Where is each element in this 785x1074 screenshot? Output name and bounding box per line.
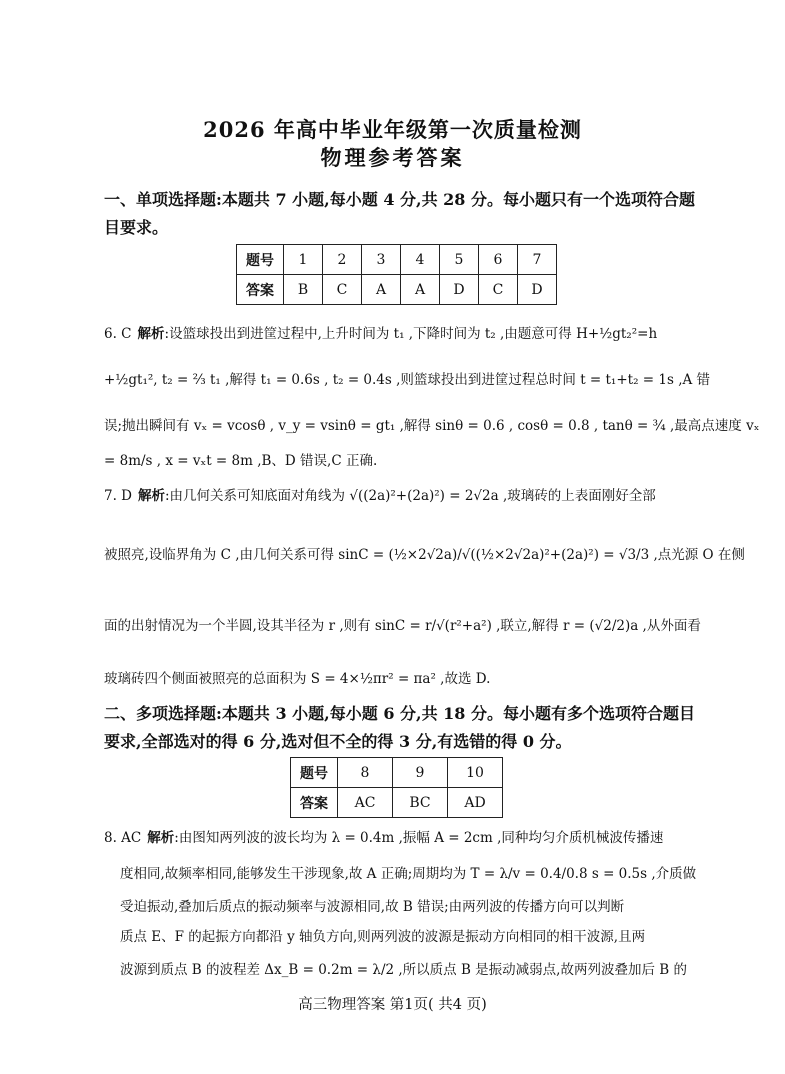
table-row-label: 题号	[291, 758, 338, 788]
q7-line1	[104, 484, 696, 504]
table-cell: C	[323, 275, 362, 305]
table-cell: D	[440, 275, 479, 305]
table-cell: 4	[401, 245, 440, 275]
jiexi-label: 解析	[147, 830, 175, 846]
table-cell: C	[479, 275, 518, 305]
table-cell: BC	[393, 788, 448, 818]
document-subtitle: 物理参考答案	[320, 145, 465, 170]
table-cell: A	[362, 275, 401, 305]
table-cell: 7	[518, 245, 557, 275]
table-cell: 5	[440, 245, 479, 275]
section1-heading: 一、单项选择题:本题共 7 小题,每小题 4 分,共 28 分。每小题只有一个选项符合题目要求。	[104, 190, 696, 237]
table-cell: 6	[479, 245, 518, 275]
q6-label: 6. C	[104, 326, 132, 342]
q8-line5: 波源到质点 B 的波程差 Δx_B = 0.2m = λ/2 ,所以质点 B 是振动减弱点,故两列波叠加后 B 的	[120, 962, 687, 978]
answer-table-single	[236, 244, 557, 305]
q8-label: 8. AC	[104, 830, 142, 846]
q6-line1	[104, 322, 696, 342]
jiexi-label: 解析	[137, 326, 165, 342]
table-cell: D	[518, 275, 557, 305]
table-cell: A	[401, 275, 440, 305]
document-title: 2026 年高中毕业年级第一次质量检测	[203, 117, 582, 142]
q7-line2: 被照亮,设临界角为 C ,由几何关系可得 sinC = (½×2√2a)/√((½×2√2a)²+(2a)²) = √3/3 ,点光源 O 在侧	[104, 547, 745, 563]
q7-text: :由几何关系可知底面对角线为 √((2a)²+(2a)²) = 2√2a ,玻璃砖的上表面刚好全部	[165, 488, 656, 504]
q8-line1	[104, 826, 696, 846]
answer-table-multiple	[290, 757, 503, 818]
q8-line4: 质点 E、F 的起振方向都沿 y 轴负方向,则两列波的波源是振动方向相同的相干波源,且两	[120, 929, 646, 945]
table-row-label: 答案	[291, 788, 338, 818]
table-cell: 8	[338, 758, 393, 788]
q6-text: :设篮球投出到进筐过程中,上升时间为 t₁ ,下降时间为 t₂ ,由题意可得 H+½gt₂²=h	[164, 326, 658, 342]
table-cell: 9	[393, 758, 448, 788]
jiexi-label: 解析	[138, 488, 165, 504]
table-row-label: 答案	[237, 275, 284, 305]
q6-line3: 误;抛出瞬间有 vₓ = vcosθ , v_y = vsinθ = gt₁ ,解得 sinθ = 0.6 , cosθ = 0.8 , tanθ = ¾ ,最高点速度 vₓ	[104, 418, 760, 434]
table-cell: 3	[362, 245, 401, 275]
q7-line3: 面的出射情况为一个半圆,设其半径为 r ,则有 sinC = r/√(r²+a²) ,联立,解得 r = (√2/2)a ,从外面看	[104, 618, 701, 634]
q8-line3: 受迫振动,叠加后质点的振动频率与波源相同,故 B 错误;由两列波的传播方向可以判断	[120, 899, 625, 915]
q6-line2: +½gt₁², t₂ = ⅔ t₁ ,解得 t₁ = 0.6s , t₂ = 0.4s ,则篮球投出到进筐过程总时间 t = t₁+t₂ = 1s ,A 错	[104, 372, 711, 388]
section2-heading: 二、多项选择题:本题共 3 小题,每小题 6 分,共 18 分。每小题有多个选项符合题目要求,全部选对的得 6 分,选对但不全的得 3 分,有选错的得 0 分。	[104, 704, 696, 751]
table-cell: 2	[323, 245, 362, 275]
table-cell: 10	[448, 758, 503, 788]
table-row-label: 题号	[237, 245, 284, 275]
q7-line4: 玻璃砖四个侧面被照亮的总面积为 S = 4×½πr² = πa² ,故选 D.	[104, 671, 491, 687]
q8-text: :由图知两列波的波长均为 λ = 0.4m ,振幅 A = 2cm ,同种均匀介质机械波传播速	[174, 830, 664, 846]
page-footer: 高三物理答案 第1页( 共4 页)	[298, 997, 487, 1013]
table-cell: 1	[284, 245, 323, 275]
q7-label: 7. D	[104, 488, 132, 504]
q6-line4: = 8m/s , x = vₓt = 8m ,B、D 错误,C 正确.	[104, 453, 378, 469]
q8-line2: 度相同,故频率相同,能够发生干涉现象,故 A 正确;周期均为 T = λ/v = 0.4/0.8 s = 0.5s ,介质做	[120, 866, 697, 882]
table-cell: AD	[448, 788, 503, 818]
table-cell: B	[284, 275, 323, 305]
table-cell: AC	[338, 788, 393, 818]
